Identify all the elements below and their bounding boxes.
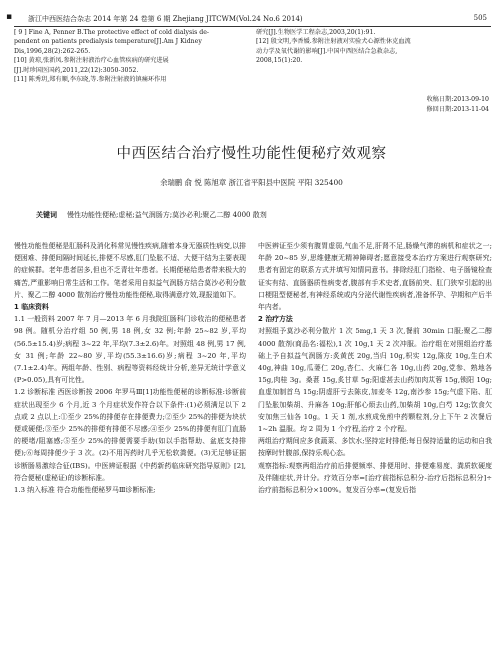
paragraph: 观察指标:观察两组治疗前后排便频率、排便用时、排便难易度、粪质软硬度及伴随症状,并计分。疗效百分率=[治疗前指标总积分-治疗后指标总积分]÷治疗前指标总积分×100%。复发百分率=(复发后指 (258, 461, 492, 495)
right-column (258, 240, 492, 496)
references-left (14, 28, 244, 84)
reference-line: pendent on patients predialysis temperature[J].Am J Kidney (14, 38, 202, 46)
paragraph: 1.2 诊断标准 西医诊断按 2006 年罗马Ⅲ[1]功能性便秘的诊断标准:诊断前症状出现至少 6 个月,近 3 个月症状发作符合以下条件:(1)必须满足以下 2 点或 2 点以上:①至少 25%的排便存在排便费力;②至少 25%的排便为块状便或硬便;③至少 25%的排便有排便不尽感;④至少 25%的排便有肛门直肠的梗堵/阻塞感;⑤至少 25%的排便需要手助(如以手指帮助、盆底支持排便);⑥每周排便少于 3 次。(2)不用泻药时几乎无松软粪便。(3)无足够证据诊断肠易激综合征(IBS)。中医辨证根据《中药新药临床研究指导原则》[2],符合便秘(虚秘证)的诊断标准。 (14, 388, 246, 482)
journal-header: 浙江中西医结合杂志 2014 年第 24 卷第 6 期 Zhejiang JITCWM(Vol.24 No.6 2014) (28, 15, 303, 23)
section-heading: 2 治疗方法 (258, 315, 293, 324)
keywords (36, 210, 483, 220)
reference-line: 研究[J].生物医学工程杂志,2003,20(1):91. (256, 29, 376, 36)
reference-line: Dis,1996,28(2):262-265. (14, 47, 91, 55)
revised-date: 修回日期:2013-11-04 (426, 106, 489, 113)
paragraph: 1.1 一般资料 2007 年 7 月—2013 年 6 月我院肛肠科门诊收治的便秘患者 98 例。随机分治疗组 50 例,男 18 例,女 32 例;年龄 25~82 岁,平均(56.5±15.4)岁;病程 3~22 年,平均(7.3±2.6)年。对照组 48 例,男 17 例,女 31 例;年龄 22~80 岁,平均(55.3±16.6)岁;病程 3~20 年,平均(7.1±2.4)年。两组年龄、性别、病程等资料经统计分析,差异无统计学意义(P>0.05),具有可比性。 (14, 315, 246, 385)
reference-line: 动力学及氧代谢的影响[J].中国中西医结合急救杂志, (256, 47, 398, 55)
paragraph: 1.3 纳入标准 符合功能性便秘罗马Ⅲ诊断标准; (14, 486, 156, 495)
paragraph: 对照组予莫沙必利分散片 1 次 5mg,1 天 3 次,餐前 30min 口服;聚乙二醇 4000 散剂(商品名:福松),1 次 10g,1 天 2 次冲服。治疗组在对照组治疗基础上予自拟益气润肠方:炙黄芪 20g,当归 10g,枳实 12g,陈皮 10g,生白术 40g,神曲 10g,瓜蒌仁 20g,杏仁、火麻仁各 10g,山药 20g,党参、熟地各 15g,肉桂 3g。桑葚 15g,炙甘草 5g;阳虚甚去山药加肉苁蓉 15g,锁阳 10g;血虚加制首乌 15g;阴虚肝亏去陈皮,加麦冬 12g,南沙参 15g;气虚下陷、肛门坠胀加柴胡、升麻各 10g;肝郁心烦去山药,加柴胡 10g,白芍 12g;饮食欠安加焦三仙各 10g。1 天 1 剂,水煎成免煎中药颗粒剂,分上下午 2 次餐后 1~2h 温服。均 2 周为 1 个疗程,治疗 2 个疗程。 (258, 327, 492, 434)
paragraph: 慢性功能性便秘是肛肠科及消化科常见慢性疾病,随着本身无器质性病变,以排便困难、排便间隔时间延长,排便不尽感,肛门坠胀不适、大便干结为主要表现的症候群。老年患者居多,但也不乏青壮年患者。长期便秘给患者带来极大的痛苦,严重影响日常生活和工作。笔者采用自拟益气润肠方结合莫沙必利分散片、聚乙二醇 4000 散剂治疗慢性功能性便秘,取得满意疗效,现报道如下。 (14, 242, 246, 299)
article-title: 中西医结合治疗慢性功能性便秘疗效观察 (116, 146, 387, 162)
reference-line: [12] 殷文明,李香媛.参附注射液对实验犬心源性休克血流 (256, 38, 411, 46)
reference-line: [J].时珍国医国药,2011,22(12):3050-3052. (14, 66, 139, 74)
author-line: 余瑞鹏 俞 悦 陈旭章 浙江省平阳县中医院 平阳 325400 (160, 178, 343, 187)
keywords-label: 关键词 (36, 211, 57, 219)
received-date: 收稿日期:2013-09-10 (426, 96, 489, 103)
received-dates (426, 95, 489, 115)
running-header (14, 12, 491, 27)
references-right (256, 28, 492, 66)
corner-mark: ▪ (6, 12, 13, 22)
reference-line: [11] 陈秀玥,郑有顺,李东晓,等.参附注射液的镇痛环作用 (14, 76, 167, 84)
page-number: 505 (473, 14, 487, 22)
reference-line: [ 9 ] Fine A, Penner B.The protective effect of cold dialysis de- (14, 29, 209, 36)
reference-line: [10] 黄琼,张新凤.参附注射液治疗心血管疾病的研究进展 (14, 57, 169, 65)
left-column (14, 240, 246, 496)
section-heading: 1 临床资料 (14, 303, 49, 312)
reference-line: 2008,15(1):20. (256, 57, 303, 65)
paragraph: 中医辨证至少须有腹胃虚弱,气血不足,肝肾不足,肠燥气滞的病机和症状之一;年龄 20~85 岁,思维健康无精神障碍者;愿意接受本治疗方案进行观察研究;患者有固定的联系方式并填写知情同意书。排除经肛门指检、电子肠镜检查证实有结、直肠器质性病变者,腹部有手术史者,直肠前突、肛门狭窄引起的出口梗阻型便秘者,有神经系统或内分泌代谢性疾病者,准备怀孕、孕期和产后半年内者。 (258, 242, 492, 312)
keywords-text: 慢性功能性便秘;虚秘;益气润肠方;莫沙必利;聚乙二醇 4000 散剂 (67, 211, 267, 219)
paragraph: 两组治疗期间应多食蔬菜、多饮水;坚持定时排便;每日保持适量的运动和自我按摩时针腹部,保持乐观心态。 (258, 437, 492, 458)
